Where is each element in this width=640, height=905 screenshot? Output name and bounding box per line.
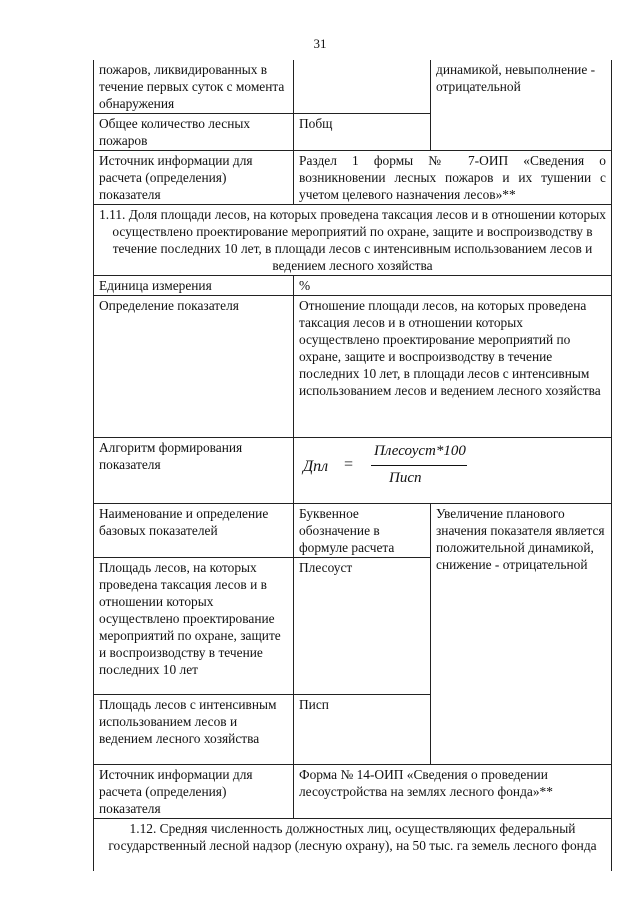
cell-dynamics-note: динамикой, невыполнение - отрицательной — [431, 60, 612, 151]
cell-base-row2-symbol: Писп — [294, 695, 431, 765]
formula-equals: = — [343, 456, 354, 473]
cell-unit-value: % — [294, 276, 612, 296]
table-row — [94, 151, 612, 205]
cell-base-row1-symbol: Плесоуст — [294, 558, 431, 695]
formula-denominator: Писп — [389, 470, 422, 486]
cell-fires-text: пожаров, ликвидированных в течение первых суток с момента обнаружения — [94, 60, 294, 114]
cell-base-header-name: Наименование и определение базовых показателей — [94, 504, 294, 558]
section-title-1-11: 1.11. Доля площади лесов, на которых проведена таксация лесов и в отношении которых осуществлено проектирование мероприятий по охране, защите и воспроизводству в течение последних 10 лет, в площади лесов с интенсивным использованием лесов и ведением лесного хозяйства — [94, 205, 612, 276]
cell-base-header-dynamics: Увеличение планового значения показателя является положительной динамикой, снижение - отрицательной — [431, 504, 612, 765]
cell-base-header-symbol: Буквенное обозначение в формуле расчета — [294, 504, 431, 558]
page-number: 31 — [313, 36, 327, 51]
cell-unit-label: Единица измерения — [94, 276, 294, 296]
formula — [299, 439, 606, 497]
cell-source-value-1-11: Форма № 14-ОИП «Сведения о проведении лесоустройства на землях лесного фонда»** — [294, 765, 612, 819]
cell-empty — [294, 60, 431, 114]
formula-numerator: Плесоуст*100 — [374, 443, 466, 459]
cell-total-fires-label: Общее количество лесных пожаров — [94, 114, 294, 151]
table-row — [94, 296, 612, 438]
cell-source-label-1-11: Источник информации для расчета (определения) показателя — [94, 765, 294, 819]
section-title-1-12: 1.12. Средняя численность должностных лиц, осуществляющих федеральный государственный лесной надзор (лесную охрану), на 50 тыс. га земель лесного фонда — [94, 819, 612, 871]
table-row — [94, 276, 612, 296]
cell-algorithm-label: Алгоритм формирования показателя — [94, 438, 294, 504]
formula-fraction-bar — [371, 465, 467, 466]
cell-formula — [294, 438, 612, 504]
cell-base-row1-name: Площадь лесов, на которых проведена таксация лесов и в отношении которых осуществлено проектирование мероприятий по охране, защите и воспроизводству в течение последних 10 лет — [94, 558, 294, 695]
indicator-table — [93, 60, 612, 871]
formula-lhs: Дпл — [303, 458, 329, 475]
table-row — [94, 504, 612, 558]
table-row — [94, 765, 612, 819]
table-row — [94, 205, 612, 276]
table-row — [94, 438, 612, 504]
cell-definition-label: Определение показателя — [94, 296, 294, 438]
cell-source-value: Раздел 1 формы № 7-ОИП «Сведения о возникновении лесных пожаров и их тушении с учетом целевого назначения лесов»** — [294, 151, 612, 205]
table-row — [94, 819, 612, 871]
cell-source-label: Источник информации для расчета (определения) показателя — [94, 151, 294, 205]
cell-total-fires-symbol: Побщ — [294, 114, 431, 151]
table-row — [94, 60, 612, 114]
cell-base-row2-name: Площадь лесов с интенсивным использованием лесов и ведением лесного хозяйства — [94, 695, 294, 765]
cell-definition-value: Отношение площади лесов, на которых проведена таксация лесов и в отношении которых осуществлено проектирование мероприятий по охране, защите и воспроизводству в течение последних 10 лет, в площади лесов с интенсивным использованием лесов и ведением лесного хозяйства — [294, 296, 612, 438]
